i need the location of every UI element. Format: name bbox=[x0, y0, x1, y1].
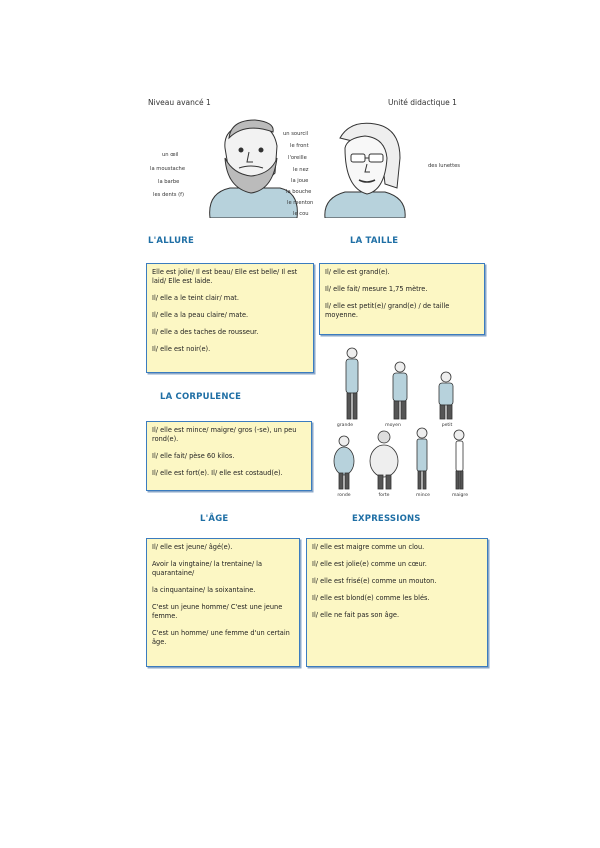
taille-line: Il/ elle est petit(e)/ grand(e) / de taille moyenne. bbox=[325, 302, 450, 319]
allure-line: Il/ elle a la peau claire/ mate. bbox=[152, 311, 249, 319]
face-label: la joue bbox=[291, 178, 309, 184]
face-label: l'oreille bbox=[288, 155, 307, 161]
face-label: le cou bbox=[293, 211, 309, 217]
corpulence-line: Il/ elle est mince/ maigre/ gros (-se), un peu rond(e). bbox=[152, 426, 297, 443]
corpulence-line: Il/ elle est fort(e). Il/ elle est costaud(e). bbox=[152, 469, 283, 477]
body-figures-illustration bbox=[322, 343, 482, 501]
figure-caption: forte bbox=[378, 493, 390, 498]
level-header: Niveau avancé 1 bbox=[148, 98, 211, 107]
taille-line: Il/ elle fait/ mesure 1,75 mètre. bbox=[325, 285, 428, 293]
figure-caption: grande bbox=[336, 423, 354, 428]
allure-line: Elle est jolie/ Il est beau/ Elle est belle/ Il est laid/ Elle est laide. bbox=[152, 268, 298, 285]
figure-caption: petit bbox=[441, 423, 453, 428]
section-title-age: L'ÂGE bbox=[200, 514, 229, 524]
face-label: le nez bbox=[293, 167, 309, 173]
face-label: le menton bbox=[287, 200, 314, 206]
face-label: des lunettes bbox=[428, 163, 461, 169]
expression-line: Il/ elle est maigre comme un clou. bbox=[312, 543, 425, 551]
age-line: Avoir la vingtaine/ la trentaine/ la quarantaine/ bbox=[152, 560, 263, 577]
allure-line: Il/ elle a des taches de rousseur. bbox=[152, 328, 259, 336]
allure-box bbox=[146, 263, 314, 373]
expression-line: Il/ elle est blond(e) comme les blés. bbox=[312, 594, 430, 602]
allure-line: Il/ elle a le teint clair/ mat. bbox=[152, 294, 239, 302]
face-label: les dents (f) bbox=[153, 192, 185, 198]
expression-line: Il/ elle est frisé(e) comme un mouton. bbox=[312, 577, 437, 585]
expression-line: Il/ elle est jolie(e) comme un cœur. bbox=[312, 560, 427, 568]
taille-line: Il/ elle est grand(e). bbox=[325, 268, 390, 276]
section-title-taille: LA TAILLE bbox=[350, 236, 399, 246]
age-line: C'est un homme/ une femme d'un certain âge. bbox=[152, 629, 290, 646]
face-label: le front bbox=[290, 143, 309, 149]
corpulence-box bbox=[146, 421, 312, 491]
age-line: la cinquantaine/ la soixantaine. bbox=[152, 586, 256, 594]
section-title-expressions: EXPRESSIONS bbox=[352, 514, 421, 524]
age-line: Il/ elle est jeune/ âgé(e). bbox=[152, 543, 233, 551]
age-line: C'est un jeune homme/ C'est une jeune femme. bbox=[152, 603, 283, 620]
corpulence-line: Il/ elle fait/ pèse 60 kilos. bbox=[152, 452, 235, 460]
taille-box bbox=[319, 263, 485, 335]
expressions-box bbox=[306, 538, 488, 667]
age-box bbox=[146, 538, 300, 667]
figure-caption: moyen bbox=[385, 423, 401, 428]
unit-header: Unité didactique 1 bbox=[388, 98, 457, 107]
allure-line: Il/ elle est noir(e). bbox=[152, 345, 211, 353]
expression-line: Il/ elle ne fait pas son âge. bbox=[312, 611, 400, 619]
face-label: la bouche bbox=[286, 189, 312, 195]
section-title-corpulence: LA CORPULENCE bbox=[160, 392, 242, 402]
face-label: un sourcil bbox=[283, 131, 309, 137]
figure-caption: mince bbox=[415, 493, 430, 498]
face-label: un œil bbox=[162, 152, 179, 158]
face-label: la moustache bbox=[150, 166, 186, 172]
section-title-allure: L'ALLURE bbox=[148, 236, 194, 246]
figure-caption: maigre bbox=[451, 493, 469, 498]
figure-caption: ronde bbox=[337, 493, 351, 498]
face-label: la barbe bbox=[158, 179, 180, 185]
